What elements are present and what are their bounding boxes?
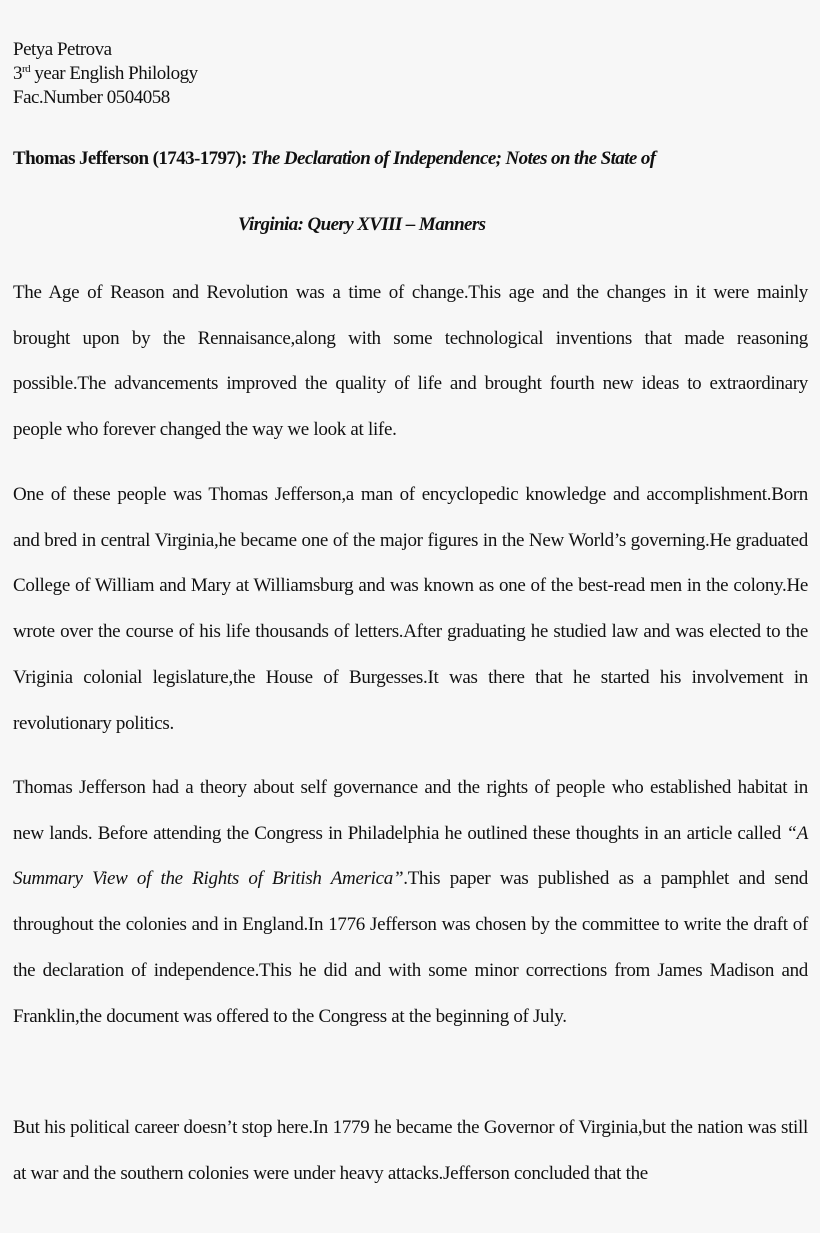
faculty-number: Fac.Number 0504058 xyxy=(13,87,170,108)
paragraph-3-text-after: .This paper was published as a pamphlet and send throughout the colonies and in England.In 1776 Jefferson was chosen by the committee to write the draft of the declaration of independence.This he did and with some minor corrections from James Madison and Franklin,the document was offered to the Congress at the beginning of July. xyxy=(13,868,808,1027)
paragraph-3-text-before: Thomas Jefferson had a theory about self governance and the rights of people who established habitat in new lands. Before attending the Congress in Philadelphia he outlined these thoughts in an article called xyxy=(13,777,808,844)
document-title-line-1 xyxy=(13,148,656,170)
author-year xyxy=(13,62,198,86)
year-number: 3 xyxy=(13,63,22,84)
year-suffix: rd xyxy=(22,63,31,75)
title-works: The Declaration of Independence; Notes on the State of xyxy=(250,148,656,169)
title-author: Thomas Jefferson (1743-1797): xyxy=(13,148,251,169)
paragraph-3 xyxy=(13,765,808,1039)
author-header xyxy=(13,38,198,110)
paragraph-4: But his political career doesn’t stop here.In 1779 he became the Governor of Virginia,but the nation was still at war and the southern colonies were under heavy attacks.Jefferson concluded that the xyxy=(13,1117,808,1184)
paragraph-2: One of these people was Thomas Jefferson,a man of encyclopedic knowledge and accomplishment.Born and bred in central Virginia,he became one of the major figures in the New World’s governing.He graduated College of William and Mary at Williamsburg and was known as one of the best-read men in the colony.He wrote over the course of his life thousands of letters.After graduating he studied law and was elected to the Vriginia colonial legislature,the House of Burgesses.It was there that he started his involvement in revolutionary politics. xyxy=(13,484,808,734)
paragraph-1: The Age of Reason and Revolution was a time of change.This age and the changes in it were mainly brought upon by the Rennaisance,along with some technological inventions that made reasoning possible.The advancements improved the quality of life and brought fourth new ideas to extraordinary people who forever changed the way we look at life. xyxy=(13,282,808,441)
title-works-continued: Virginia: Query XVIII – Manners xyxy=(238,214,486,235)
author-name: Petya Petrova xyxy=(13,39,112,60)
paragraph-3-quoted-title: “A Summary View of the Rights of British America” xyxy=(13,822,808,890)
document-title-line-2 xyxy=(238,214,485,236)
year-program: year English Philology xyxy=(30,63,198,84)
